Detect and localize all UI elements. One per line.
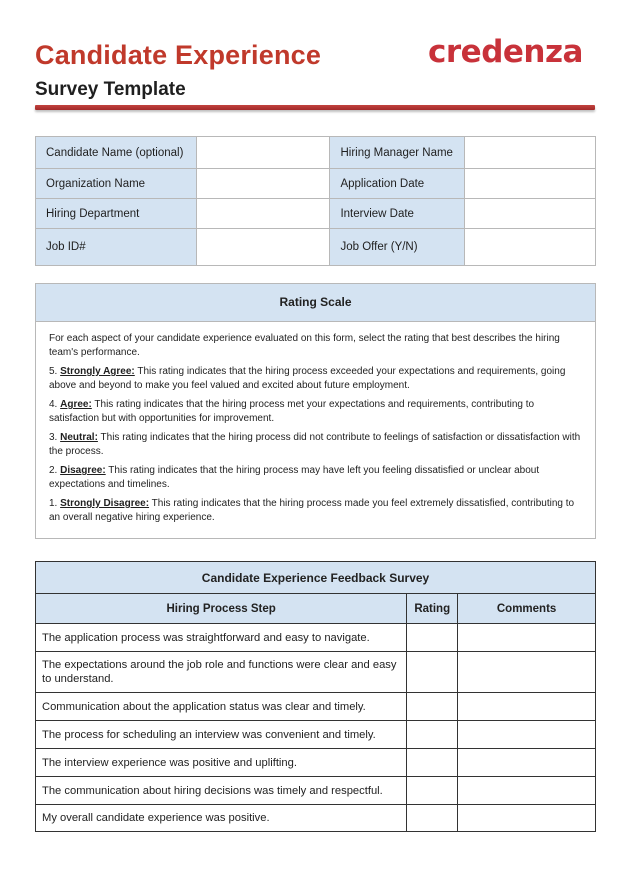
- table-row: [36, 805, 596, 832]
- table-row: [36, 777, 596, 805]
- document-subtitle: Survey Template: [35, 79, 186, 100]
- rating-item: [49, 464, 584, 492]
- rating-number: 5.: [49, 366, 61, 377]
- info-label: Interview Date: [330, 199, 465, 229]
- document-title: Candidate Experience: [35, 40, 322, 70]
- rating-term: Neutral:: [60, 432, 98, 443]
- hiring-manager-name-field[interactable]: [465, 137, 596, 169]
- rating-cell[interactable]: [407, 652, 458, 693]
- rating-cell[interactable]: [407, 805, 458, 832]
- rating-description: This rating indicates that the hiring process did not contribute to feelings of satisfaction or dissatisfaction with the process.: [49, 432, 581, 457]
- rating-number: 3.: [49, 432, 61, 443]
- survey-step: The communication about hiring decisions was timely and respectful.: [36, 777, 407, 805]
- column-header-step: Hiring Process Step: [36, 594, 407, 624]
- rating-term: Strongly Disagree:: [60, 498, 150, 509]
- info-label: Candidate Name (optional): [36, 137, 197, 169]
- rating-item: [49, 398, 584, 426]
- comments-cell[interactable]: [458, 805, 596, 832]
- comments-cell[interactable]: [458, 624, 596, 652]
- table-row: [36, 624, 596, 652]
- rating-description: This rating indicates that the hiring process met your expectations and requirements, contributing to satisfaction but with opportunities for improvement.: [49, 399, 535, 424]
- rating-term: Strongly Agree:: [60, 366, 135, 377]
- table-row: [36, 721, 596, 749]
- info-row: [36, 199, 596, 229]
- rating-scale-body: [36, 322, 595, 538]
- job-id-field[interactable]: [196, 229, 330, 266]
- rating-scale-intro: For each aspect of your candidate experience evaluated on this form, select the rating that best describes the hiring team's performance.: [49, 333, 560, 358]
- rating-cell[interactable]: [407, 693, 458, 721]
- rating-description: This rating indicates that the hiring process made you feel extremely dissatisfied, contributing to an overall negative hiring experience.: [49, 498, 575, 523]
- rating-cell[interactable]: [407, 624, 458, 652]
- column-header-comments: Comments: [458, 594, 596, 624]
- rating-description: This rating indicates that the hiring process exceeded your expectations and requirements, going above and beyond to make you feel valued and excited about future employment.: [49, 366, 566, 391]
- rating-item: [49, 431, 584, 459]
- job-offer-field[interactable]: [465, 229, 596, 266]
- info-label: Application Date: [330, 169, 465, 199]
- comments-cell[interactable]: [458, 749, 596, 777]
- candidate-info-table: [35, 136, 596, 266]
- survey-step: The interview experience was positive and uplifting.: [36, 749, 407, 777]
- comments-cell[interactable]: [458, 652, 596, 693]
- info-label: Organization Name: [36, 169, 197, 199]
- survey-step: The application process was straightforward and easy to navigate.: [36, 624, 407, 652]
- info-row: [36, 137, 596, 169]
- header-divider: [35, 105, 595, 110]
- candidate-name-field[interactable]: [196, 137, 330, 169]
- rating-cell[interactable]: [407, 721, 458, 749]
- column-header-rating: Rating: [407, 594, 458, 624]
- survey-caption: Candidate Experience Feedback Survey: [36, 562, 596, 594]
- comments-cell[interactable]: [458, 693, 596, 721]
- rating-term: Agree:: [60, 399, 92, 410]
- table-row: [36, 749, 596, 777]
- rating-item: [49, 365, 584, 393]
- info-row: [36, 169, 596, 199]
- comments-cell[interactable]: [458, 777, 596, 805]
- rating-item: [49, 497, 584, 525]
- table-row: [36, 693, 596, 721]
- info-row: [36, 229, 596, 266]
- rating-cell[interactable]: [407, 749, 458, 777]
- info-label: Job Offer (Y/N): [330, 229, 465, 266]
- rating-description: This rating indicates that the hiring process may have left you feeling dissatisfied or unclear about expectations and timelines.: [49, 465, 540, 490]
- rating-scale-box: [35, 283, 596, 539]
- hiring-department-field[interactable]: [196, 199, 330, 229]
- organization-name-field[interactable]: [196, 169, 330, 199]
- rating-number: 2.: [49, 465, 61, 476]
- info-label: Hiring Manager Name: [330, 137, 465, 169]
- table-row: [36, 652, 596, 693]
- credenza-logo: credenza: [428, 34, 583, 70]
- info-label: Hiring Department: [36, 199, 197, 229]
- survey-step: My overall candidate experience was positive.: [36, 805, 407, 832]
- rating-scale-heading: Rating Scale: [36, 284, 595, 322]
- info-label: Job ID#: [36, 229, 197, 266]
- rating-term: Disagree:: [60, 465, 106, 476]
- comments-cell[interactable]: [458, 721, 596, 749]
- survey-step: The process for scheduling an interview was convenient and timely.: [36, 721, 407, 749]
- survey-step: Communication about the application status was clear and timely.: [36, 693, 407, 721]
- rating-number: 4.: [49, 399, 61, 410]
- survey-step: The expectations around the job role and functions were clear and easy to understand.: [36, 652, 407, 693]
- application-date-field[interactable]: [465, 169, 596, 199]
- interview-date-field[interactable]: [465, 199, 596, 229]
- rating-cell[interactable]: [407, 777, 458, 805]
- feedback-survey-table: [35, 561, 596, 832]
- rating-number: 1.: [49, 498, 61, 509]
